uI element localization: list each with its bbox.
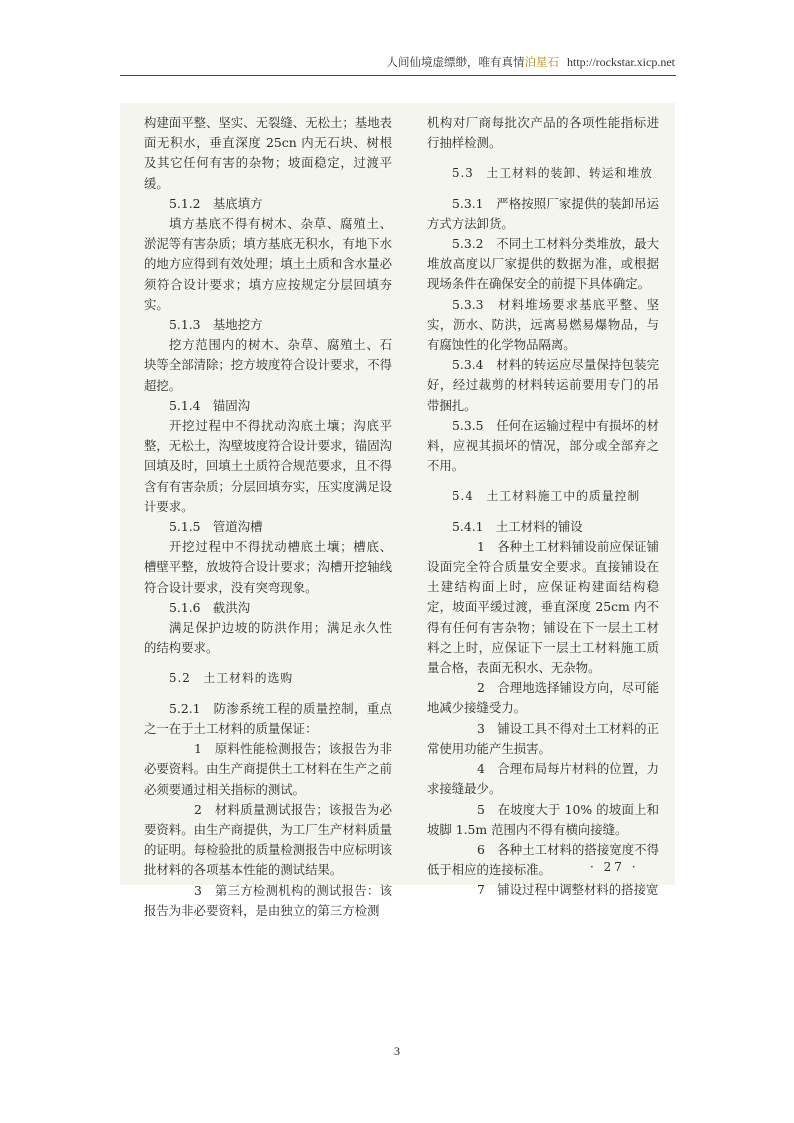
list-item: 3 第三方检测机构的测试报告：该报告为非必要资料，是由独立的第三方检测 (144, 882, 392, 918)
list-item: 6 各种土工材料的搭接宽度不得低于相应的连接标准。 (427, 841, 659, 878)
section-heading: 5.3 土工材料的装卸、转运和堆放 (452, 166, 653, 181)
paragraph: 满足保护边坡的防洪作用；满足永久性的结构要求。 (144, 620, 392, 656)
list-item: 5 在坡度大于 10% 的坡面上和坡脚 1.5m 范围内不得有横向接缝。 (427, 801, 659, 837)
paragraph: 5.2.1 防渗系统工程的质量控制，重点之一在于土工材料的质量保证： (144, 700, 392, 736)
list-item: 1 各种土工材料铺设前应保证铺设面完全符合质量安全要求。直接铺设在土建结构面上时，应保证构建面结构稳定，坡面平缓过渡，垂直深度 25cm 内不得有任何有害杂物；铺设在下一层土工材料之上时，应保证下一层土工材料施工质量合格，表面无积水、无杂物。 (427, 538, 659, 676)
list-item: 2 合理地选择铺设方向，尽可能地减少接缝受力。 (427, 680, 659, 716)
section-heading: 5.2 土工材料的选购 (169, 671, 294, 686)
paragraph: 5.3.2 不同土工材料分类堆放，最大堆放高度以厂家提供的数据为准，或根据现场条件在确保安全的前提下具体确定。 (427, 236, 659, 292)
header-motto-highlight: 泊星石 (524, 55, 560, 69)
paragraph: 5.3.5 任何在运输过程中有损坏的材料，应视其损坏的情况，部分或全部弃之不用。 (427, 417, 659, 474)
subsection-heading: 5.4.1 土工材料的铺设 (452, 518, 583, 534)
list-item: 7 铺设过程中调整材料的搭接宽 (477, 882, 659, 898)
footer-page-number: 3 (394, 1044, 400, 1058)
paragraph: 构建面平整、坚实、无裂缝、无松土；基地表面无积水，垂直深度 25cn 内无石块、树根及其它任何有害的杂物；坡面稳定，过渡平缓。 (144, 115, 392, 191)
paragraph: 开挖过程中不得扰动沟底土壤；沟底平整，无松土，沟壁坡度符合设计要求，锚固沟回填及时，回填土土质符合规范要求，且不得含有有害杂质；分层回填夯实，压实度满足设计要求。 (144, 418, 392, 514)
subsection-heading: 5.1.2 基底填方 (169, 195, 263, 211)
list-item: 2 材料质量测试报告；该报告为必要资料。由生产商提供，为工厂生产材料质量的证明。每检验批的质量检测报告中应标明该批材料的各项基本性能的测试结果。 (144, 801, 392, 878)
list-item: 3 铺设工具不得对土工材料的正常使用功能产生损害。 (427, 720, 659, 756)
paragraph: 5.3.1 严格按照厂家提供的装卸吊运方式方法卸货。 (427, 195, 659, 231)
header-divider (120, 75, 676, 76)
page-header (120, 54, 675, 74)
subsection-heading: 5.1.4 锚固沟 (169, 397, 251, 413)
subsection-heading: 5.1.6 截洪沟 (169, 599, 251, 615)
paragraph: 5.3.4 材料的转运应尽量保持包装完好，经过裁剪的材料转运前要用专门的吊带捆扎。 (427, 357, 659, 413)
paragraph: 5.3.3 材料堆场要求基底平整、坚实，沥水、防洪，远离易燃易爆物品，与有腐蚀性的化学物品隔离。 (427, 296, 659, 353)
paragraph: 挖方范围内的树木、杂草、腐殖土、石块等全部清除；挖方坡度符合设计要求，不得超挖。 (144, 337, 392, 393)
list-item: 4 合理布局每片材料的位置，力求接缝最少。 (427, 761, 659, 797)
header-url[interactable]: http://rockstar.xicp.net (567, 55, 675, 69)
section-heading: 5.4 土工材料施工中的质量控制 (452, 489, 641, 504)
paragraph: 填方基底不得有树木、杂草、腐殖土、淤泥等有害杂质；填方基底无积水，有地下水的地方应得到有效处理；填土土质和含水量必须符合设计要求；填方应按规定分层回填夯实。 (144, 216, 392, 312)
scan-page-number: · 27 · (590, 860, 639, 874)
subsection-heading: 5.1.5 管道沟槽 (169, 519, 263, 535)
left-column (144, 113, 392, 921)
scanned-page (120, 103, 675, 918)
subsection-heading: 5.1.3 基地挖方 (169, 317, 263, 333)
right-column (427, 113, 659, 901)
paragraph: 机构对厂商每批次产品的各项性能指标进行抽样检测。 (427, 115, 659, 151)
paragraph: 开挖过程中不得扰动槽底土壤；槽底、槽壁平整，放坡符合设计要求；沟槽开挖轴线符合设计要求，没有突弯现象。 (144, 539, 392, 595)
list-item: 1 原料性能检测报告；该报告为非必要资料。由生产商提供土工材料在生产之前必须要通过相关指标的测试。 (144, 741, 392, 797)
header-motto: 人间仙境虚缥缈，唯有真情 (386, 55, 525, 69)
